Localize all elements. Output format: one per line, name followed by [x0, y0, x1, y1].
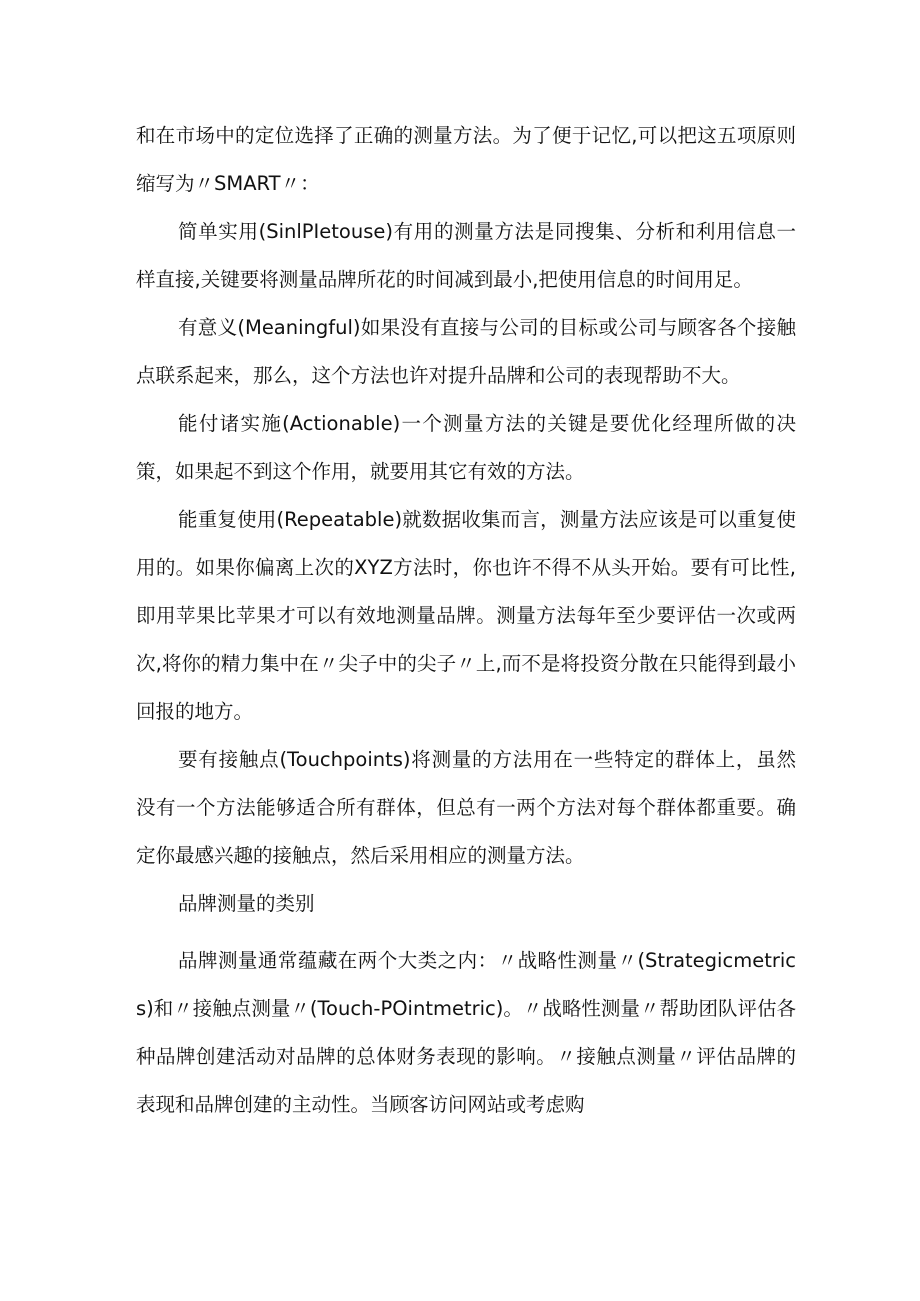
paragraph-meaningful: 有意义(Meaningful)如果没有直接与公司的目标或公司与顾客各个接触点联系起来，那么，这个方法也许对提升品牌和公司的表现帮助不大。: [136, 316, 796, 387]
paragraph-actionable: 能付诸实施(Actionable)一个测量方法的关键是要优化经理所做的决策，如果起不到这个作用，就要用其它有效的方法。: [136, 412, 796, 483]
paragraph-repeatable: 能重复使用(Repeatable)就数据收集而言，测量方法应该是可以重复使用的。如果你偏离上次的XYZ方法时，你也许不得不从头开始。要有可比性,即用苹果比苹果才可以有效地测量品牌。测量方法每年至少要评估一次或两次,将你的精力集中在〃尖子中的尖子〃上,而不是将投资分散在只能得到最小回报的地方。: [136, 508, 796, 723]
section-heading: 品牌测量的类别: [178, 892, 315, 915]
paragraph-touchpoints: 要有接触点(Touchpoints)将测量的方法用在一些特定的群体上，虽然没有一个方法能够适合所有群体，但总有一两个方法对每个群体都重要。确定你最感兴趣的接触点，然后采用相应的测量方法。: [136, 748, 796, 867]
body-text: [136, 112, 796, 1129]
paragraph-continuation: 和在市场中的定位选择了正确的测量方法。为了便于记忆,可以把这五项原则缩写为〃SMART〃：: [136, 124, 796, 195]
paragraph-simple-practical: 简单实用(SinlPIetouse)有用的测量方法是同搜集、分析和利用信息一样直接,关键要将测量品牌所花的时间减到最小,把使用信息的时间用足。: [136, 220, 796, 291]
paragraph-metric-categories: 品牌测量通常蕴藏在两个大类之内：〃战略性测量〃(Strategicmetrics)和〃接触点测量〃(Touch-POintmetric)。〃战略性测量〃帮助团队评估各种品牌创建活动对品牌的总体财务表现的影响。〃接触点测量〃评估品牌的表现和品牌创建的主动性。当顾客访问网站或考虑购: [136, 949, 796, 1116]
